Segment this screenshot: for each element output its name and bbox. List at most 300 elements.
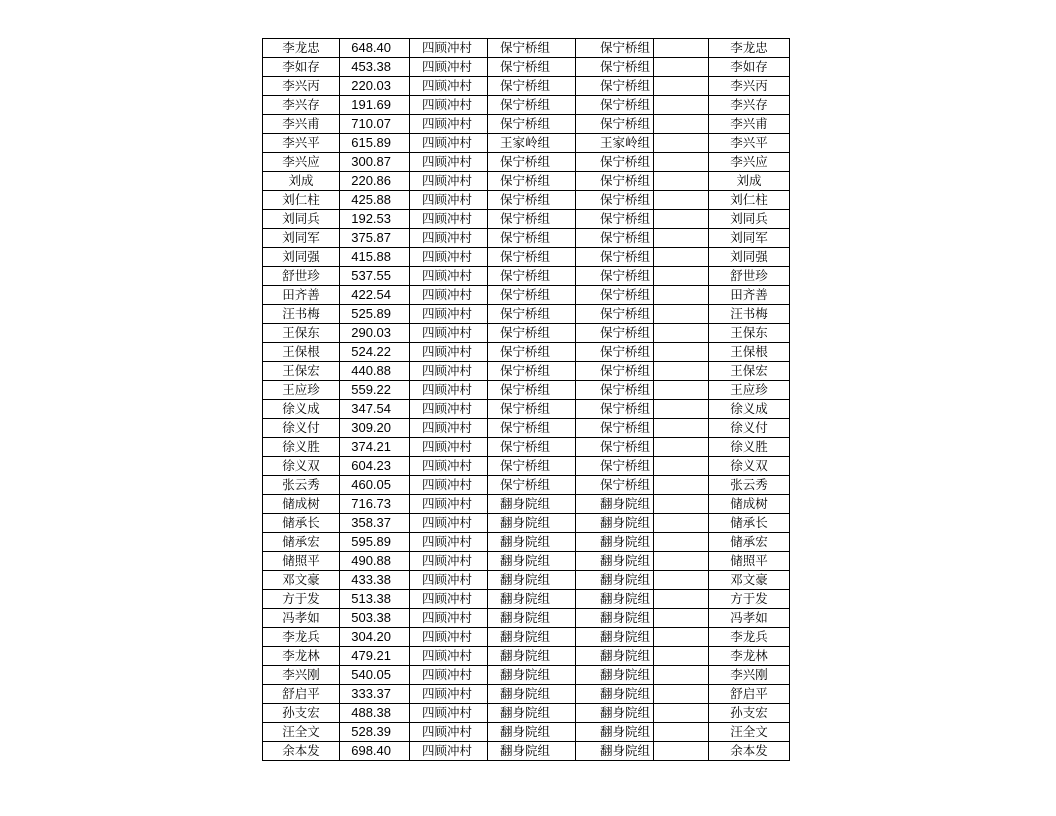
name2-cell: 舒世珍 <box>709 267 790 286</box>
table-row <box>263 324 790 343</box>
name-cell: 李兴平 <box>263 134 340 153</box>
name2-cell: 李如存 <box>709 58 790 77</box>
name-cell: 邓文豪 <box>263 571 340 590</box>
table-row <box>263 723 790 742</box>
group-cell: 翻身院组 <box>488 514 576 533</box>
name2-cell: 刘同强 <box>709 248 790 267</box>
group-cell: 保宁桥组 <box>488 210 576 229</box>
group2-cell: 王家岭组 <box>576 134 654 153</box>
name2-cell: 王应珍 <box>709 381 790 400</box>
village-cell: 四顾冲村 <box>410 210 488 229</box>
name2-cell: 刘仁柱 <box>709 191 790 210</box>
village-cell: 四顾冲村 <box>410 58 488 77</box>
amount-cell: 503.38 <box>340 609 410 628</box>
village-cell: 四顾冲村 <box>410 39 488 58</box>
group-cell: 保宁桥组 <box>488 248 576 267</box>
village-cell: 四顾冲村 <box>410 153 488 172</box>
blank-cell <box>654 685 709 704</box>
group-cell: 翻身院组 <box>488 571 576 590</box>
group-cell: 翻身院组 <box>488 552 576 571</box>
amount-cell: 537.55 <box>340 267 410 286</box>
table-row <box>263 305 790 324</box>
name-cell: 李龙林 <box>263 647 340 666</box>
blank-cell <box>654 362 709 381</box>
name2-cell: 李兴丙 <box>709 77 790 96</box>
group-cell: 保宁桥组 <box>488 324 576 343</box>
amount-cell: 540.05 <box>340 666 410 685</box>
group2-cell: 保宁桥组 <box>576 324 654 343</box>
name-cell: 李兴存 <box>263 96 340 115</box>
name-cell: 王保宏 <box>263 362 340 381</box>
blank-cell <box>654 191 709 210</box>
village-cell: 四顾冲村 <box>410 324 488 343</box>
village-cell: 四顾冲村 <box>410 229 488 248</box>
name-cell: 刘同兵 <box>263 210 340 229</box>
amount-cell: 595.89 <box>340 533 410 552</box>
group2-cell: 翻身院组 <box>576 533 654 552</box>
table-row <box>263 666 790 685</box>
blank-cell <box>654 419 709 438</box>
village-cell: 四顾冲村 <box>410 495 488 514</box>
amount-cell: 309.20 <box>340 419 410 438</box>
group2-cell: 翻身院组 <box>576 704 654 723</box>
village-cell: 四顾冲村 <box>410 305 488 324</box>
table-row <box>263 286 790 305</box>
group-cell: 保宁桥组 <box>488 172 576 191</box>
name-cell: 王保根 <box>263 343 340 362</box>
group-cell: 王家岭组 <box>488 134 576 153</box>
village-cell: 四顾冲村 <box>410 704 488 723</box>
village-cell: 四顾冲村 <box>410 419 488 438</box>
village-cell: 四顾冲村 <box>410 134 488 153</box>
name-cell: 方于发 <box>263 590 340 609</box>
group2-cell: 保宁桥组 <box>576 172 654 191</box>
group2-cell: 翻身院组 <box>576 609 654 628</box>
name2-cell: 储承长 <box>709 514 790 533</box>
amount-cell: 290.03 <box>340 324 410 343</box>
amount-cell: 524.22 <box>340 343 410 362</box>
group-cell: 保宁桥组 <box>488 58 576 77</box>
group-cell: 翻身院组 <box>488 685 576 704</box>
blank-cell <box>654 381 709 400</box>
name2-cell: 王保东 <box>709 324 790 343</box>
blank-cell <box>654 666 709 685</box>
name-cell: 李龙兵 <box>263 628 340 647</box>
village-cell: 四顾冲村 <box>410 362 488 381</box>
table-row <box>263 742 790 761</box>
table-row <box>263 514 790 533</box>
village-cell: 四顾冲村 <box>410 96 488 115</box>
name2-cell: 储照平 <box>709 552 790 571</box>
blank-cell <box>654 115 709 134</box>
group-cell: 保宁桥组 <box>488 77 576 96</box>
village-cell: 四顾冲村 <box>410 742 488 761</box>
group-cell: 翻身院组 <box>488 704 576 723</box>
amount-cell: 375.87 <box>340 229 410 248</box>
table-row <box>263 172 790 191</box>
group-cell: 保宁桥组 <box>488 400 576 419</box>
amount-cell: 191.69 <box>340 96 410 115</box>
group2-cell: 翻身院组 <box>576 666 654 685</box>
blank-cell <box>654 96 709 115</box>
group2-cell: 保宁桥组 <box>576 210 654 229</box>
amount-cell: 304.20 <box>340 628 410 647</box>
amount-cell: 513.38 <box>340 590 410 609</box>
group2-cell: 保宁桥组 <box>576 343 654 362</box>
blank-cell <box>654 552 709 571</box>
village-cell: 四顾冲村 <box>410 172 488 191</box>
group-cell: 翻身院组 <box>488 742 576 761</box>
village-cell: 四顾冲村 <box>410 571 488 590</box>
name-cell: 汪全文 <box>263 723 340 742</box>
group2-cell: 保宁桥组 <box>576 381 654 400</box>
table-row <box>263 115 790 134</box>
name-cell: 张云秀 <box>263 476 340 495</box>
name2-cell: 方于发 <box>709 590 790 609</box>
table-row <box>263 153 790 172</box>
name2-cell: 刘同兵 <box>709 210 790 229</box>
name-cell: 李兴刚 <box>263 666 340 685</box>
amount-cell: 716.73 <box>340 495 410 514</box>
table-row <box>263 96 790 115</box>
table-row <box>263 343 790 362</box>
name2-cell: 徐义付 <box>709 419 790 438</box>
group2-cell: 保宁桥组 <box>576 248 654 267</box>
village-cell: 四顾冲村 <box>410 115 488 134</box>
name2-cell: 汪书梅 <box>709 305 790 324</box>
village-cell: 四顾冲村 <box>410 514 488 533</box>
name-cell: 刘成 <box>263 172 340 191</box>
blank-cell <box>654 457 709 476</box>
name2-cell: 王保根 <box>709 343 790 362</box>
spreadsheet-table <box>262 38 790 761</box>
name2-cell: 李龙林 <box>709 647 790 666</box>
group2-cell: 保宁桥组 <box>576 400 654 419</box>
amount-cell: 460.05 <box>340 476 410 495</box>
blank-cell <box>654 590 709 609</box>
group2-cell: 翻身院组 <box>576 495 654 514</box>
name2-cell: 孙支宏 <box>709 704 790 723</box>
name2-cell: 刘成 <box>709 172 790 191</box>
name-cell: 储成树 <box>263 495 340 514</box>
blank-cell <box>654 229 709 248</box>
group-cell: 翻身院组 <box>488 666 576 685</box>
name2-cell: 刘同军 <box>709 229 790 248</box>
group-cell: 保宁桥组 <box>488 305 576 324</box>
name-cell: 余本发 <box>263 742 340 761</box>
table-row <box>263 590 790 609</box>
blank-cell <box>654 324 709 343</box>
group-cell: 保宁桥组 <box>488 267 576 286</box>
amount-cell: 453.38 <box>340 58 410 77</box>
amount-cell: 422.54 <box>340 286 410 305</box>
name2-cell: 田齐善 <box>709 286 790 305</box>
blank-cell <box>654 438 709 457</box>
group2-cell: 保宁桥组 <box>576 476 654 495</box>
name-cell: 李兴甫 <box>263 115 340 134</box>
amount-cell: 192.53 <box>340 210 410 229</box>
group-cell: 保宁桥组 <box>488 229 576 248</box>
amount-cell: 528.39 <box>340 723 410 742</box>
amount-cell: 415.88 <box>340 248 410 267</box>
group-cell: 保宁桥组 <box>488 381 576 400</box>
village-cell: 四顾冲村 <box>410 666 488 685</box>
name-cell: 储承长 <box>263 514 340 533</box>
group2-cell: 保宁桥组 <box>576 115 654 134</box>
name2-cell: 徐义胜 <box>709 438 790 457</box>
village-cell: 四顾冲村 <box>410 552 488 571</box>
group2-cell: 保宁桥组 <box>576 58 654 77</box>
name-cell: 李如存 <box>263 58 340 77</box>
name-cell: 储承宏 <box>263 533 340 552</box>
group2-cell: 翻身院组 <box>576 742 654 761</box>
amount-cell: 604.23 <box>340 457 410 476</box>
table-row <box>263 419 790 438</box>
group-cell: 保宁桥组 <box>488 39 576 58</box>
blank-cell <box>654 723 709 742</box>
village-cell: 四顾冲村 <box>410 685 488 704</box>
group-cell: 保宁桥组 <box>488 96 576 115</box>
name2-cell: 徐义双 <box>709 457 790 476</box>
table-row <box>263 533 790 552</box>
table-row <box>263 628 790 647</box>
name2-cell: 李龙兵 <box>709 628 790 647</box>
name2-cell: 李兴平 <box>709 134 790 153</box>
name2-cell: 徐义成 <box>709 400 790 419</box>
amount-cell: 559.22 <box>340 381 410 400</box>
group2-cell: 翻身院组 <box>576 590 654 609</box>
village-cell: 四顾冲村 <box>410 438 488 457</box>
group2-cell: 保宁桥组 <box>576 286 654 305</box>
blank-cell <box>654 647 709 666</box>
blank-cell <box>654 476 709 495</box>
village-cell: 四顾冲村 <box>410 723 488 742</box>
group-cell: 保宁桥组 <box>488 419 576 438</box>
name-cell: 储照平 <box>263 552 340 571</box>
group2-cell: 翻身院组 <box>576 685 654 704</box>
group2-cell: 翻身院组 <box>576 628 654 647</box>
name2-cell: 李龙忠 <box>709 39 790 58</box>
table-row <box>263 685 790 704</box>
blank-cell <box>654 77 709 96</box>
amount-cell: 220.03 <box>340 77 410 96</box>
table-row <box>263 77 790 96</box>
blank-cell <box>654 400 709 419</box>
village-cell: 四顾冲村 <box>410 628 488 647</box>
name-cell: 李兴丙 <box>263 77 340 96</box>
table-row <box>263 495 790 514</box>
village-cell: 四顾冲村 <box>410 77 488 96</box>
amount-cell: 433.38 <box>340 571 410 590</box>
group2-cell: 翻身院组 <box>576 647 654 666</box>
blank-cell <box>654 343 709 362</box>
amount-cell: 479.21 <box>340 647 410 666</box>
table-row <box>263 39 790 58</box>
name-cell: 刘同军 <box>263 229 340 248</box>
group2-cell: 翻身院组 <box>576 571 654 590</box>
group-cell: 翻身院组 <box>488 590 576 609</box>
table-row <box>263 438 790 457</box>
name-cell: 汪书梅 <box>263 305 340 324</box>
name2-cell: 汪全文 <box>709 723 790 742</box>
blank-cell <box>654 628 709 647</box>
name-cell: 田齐善 <box>263 286 340 305</box>
table-row <box>263 552 790 571</box>
amount-cell: 425.88 <box>340 191 410 210</box>
amount-cell: 358.37 <box>340 514 410 533</box>
village-cell: 四顾冲村 <box>410 381 488 400</box>
blank-cell <box>654 286 709 305</box>
blank-cell <box>654 495 709 514</box>
name2-cell: 储成树 <box>709 495 790 514</box>
group-cell: 保宁桥组 <box>488 476 576 495</box>
group2-cell: 保宁桥组 <box>576 438 654 457</box>
village-cell: 四顾冲村 <box>410 590 488 609</box>
amount-cell: 488.38 <box>340 704 410 723</box>
village-cell: 四顾冲村 <box>410 343 488 362</box>
group2-cell: 保宁桥组 <box>576 96 654 115</box>
table-row <box>263 647 790 666</box>
group-cell: 保宁桥组 <box>488 286 576 305</box>
group2-cell: 保宁桥组 <box>576 77 654 96</box>
name-cell: 徐义胜 <box>263 438 340 457</box>
table-row <box>263 191 790 210</box>
group2-cell: 翻身院组 <box>576 514 654 533</box>
group2-cell: 翻身院组 <box>576 552 654 571</box>
blank-cell <box>654 533 709 552</box>
blank-cell <box>654 514 709 533</box>
blank-cell <box>654 742 709 761</box>
name-cell: 李兴应 <box>263 153 340 172</box>
name-cell: 刘同强 <box>263 248 340 267</box>
name-cell: 冯孝如 <box>263 609 340 628</box>
group-cell: 翻身院组 <box>488 495 576 514</box>
blank-cell <box>654 210 709 229</box>
group-cell: 翻身院组 <box>488 533 576 552</box>
table-row <box>263 210 790 229</box>
blank-cell <box>654 39 709 58</box>
amount-cell: 698.40 <box>340 742 410 761</box>
name-cell: 王应珍 <box>263 381 340 400</box>
name2-cell: 储承宏 <box>709 533 790 552</box>
name2-cell: 王保宏 <box>709 362 790 381</box>
name-cell: 王保东 <box>263 324 340 343</box>
table-row <box>263 362 790 381</box>
name-cell: 徐义双 <box>263 457 340 476</box>
table-body <box>263 39 790 761</box>
blank-cell <box>654 571 709 590</box>
village-cell: 四顾冲村 <box>410 248 488 267</box>
blank-cell <box>654 704 709 723</box>
table-row <box>263 704 790 723</box>
table-row <box>263 609 790 628</box>
village-cell: 四顾冲村 <box>410 400 488 419</box>
table-row <box>263 457 790 476</box>
village-cell: 四顾冲村 <box>410 476 488 495</box>
group-cell: 翻身院组 <box>488 628 576 647</box>
group-cell: 保宁桥组 <box>488 438 576 457</box>
group2-cell: 保宁桥组 <box>576 305 654 324</box>
group2-cell: 翻身院组 <box>576 723 654 742</box>
amount-cell: 374.21 <box>340 438 410 457</box>
group-cell: 翻身院组 <box>488 723 576 742</box>
amount-cell: 440.88 <box>340 362 410 381</box>
table-row <box>263 229 790 248</box>
name-cell: 徐义成 <box>263 400 340 419</box>
village-cell: 四顾冲村 <box>410 533 488 552</box>
name-cell: 舒启平 <box>263 685 340 704</box>
blank-cell <box>654 609 709 628</box>
amount-cell: 347.54 <box>340 400 410 419</box>
group2-cell: 保宁桥组 <box>576 153 654 172</box>
village-cell: 四顾冲村 <box>410 457 488 476</box>
name2-cell: 张云秀 <box>709 476 790 495</box>
name2-cell: 李兴应 <box>709 153 790 172</box>
amount-cell: 333.37 <box>340 685 410 704</box>
name2-cell: 邓文豪 <box>709 571 790 590</box>
amount-cell: 710.07 <box>340 115 410 134</box>
name2-cell: 李兴刚 <box>709 666 790 685</box>
group2-cell: 保宁桥组 <box>576 267 654 286</box>
name-cell: 舒世珍 <box>263 267 340 286</box>
table-row <box>263 58 790 77</box>
village-cell: 四顾冲村 <box>410 191 488 210</box>
amount-cell: 490.88 <box>340 552 410 571</box>
table-row <box>263 476 790 495</box>
group2-cell: 保宁桥组 <box>576 229 654 248</box>
group2-cell: 保宁桥组 <box>576 457 654 476</box>
group-cell: 保宁桥组 <box>488 191 576 210</box>
village-cell: 四顾冲村 <box>410 286 488 305</box>
village-cell: 四顾冲村 <box>410 267 488 286</box>
name-cell: 徐义付 <box>263 419 340 438</box>
group-cell: 翻身院组 <box>488 647 576 666</box>
amount-cell: 525.89 <box>340 305 410 324</box>
name-cell: 刘仁柱 <box>263 191 340 210</box>
name2-cell: 余本发 <box>709 742 790 761</box>
group2-cell: 保宁桥组 <box>576 191 654 210</box>
blank-cell <box>654 58 709 77</box>
group-cell: 保宁桥组 <box>488 115 576 134</box>
blank-cell <box>654 172 709 191</box>
village-cell: 四顾冲村 <box>410 647 488 666</box>
blank-cell <box>654 305 709 324</box>
table-row <box>263 248 790 267</box>
amount-cell: 300.87 <box>340 153 410 172</box>
group-cell: 保宁桥组 <box>488 362 576 381</box>
group2-cell: 保宁桥组 <box>576 362 654 381</box>
amount-cell: 220.86 <box>340 172 410 191</box>
blank-cell <box>654 248 709 267</box>
blank-cell <box>654 267 709 286</box>
group-cell: 保宁桥组 <box>488 153 576 172</box>
amount-cell: 648.40 <box>340 39 410 58</box>
name-cell: 李龙忠 <box>263 39 340 58</box>
amount-cell: 615.89 <box>340 134 410 153</box>
name2-cell: 冯孝如 <box>709 609 790 628</box>
name2-cell: 舒启平 <box>709 685 790 704</box>
village-cell: 四顾冲村 <box>410 609 488 628</box>
group2-cell: 保宁桥组 <box>576 39 654 58</box>
table-row <box>263 571 790 590</box>
name-cell: 孙支宏 <box>263 704 340 723</box>
table-row <box>263 381 790 400</box>
group-cell: 保宁桥组 <box>488 457 576 476</box>
table-row <box>263 267 790 286</box>
name2-cell: 李兴甫 <box>709 115 790 134</box>
table-row <box>263 134 790 153</box>
group-cell: 翻身院组 <box>488 609 576 628</box>
